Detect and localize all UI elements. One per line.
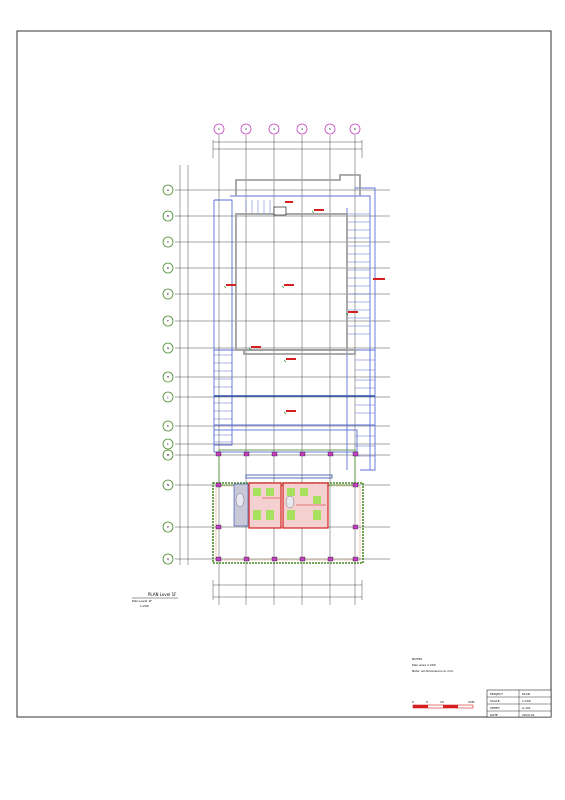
plan-subtitle: Plan Level 1F [132,599,152,603]
plan-title: PLAN Level 1F [148,592,177,597]
grid-label: 5 [329,127,331,131]
title-block-cell: PLAN [522,692,530,696]
title-block [487,690,551,717]
title-block-cell: SHEET [490,706,500,710]
svg-text:D: D [166,266,170,270]
grid-label: 4 [301,127,303,131]
svg-text:P: P [167,525,169,529]
scale-bar [412,700,475,708]
sheet-border [17,31,551,717]
svg-text:G: G [166,346,170,350]
title-block-cell: PROJECT [490,692,503,696]
title-block-cell: SCALE [490,699,500,703]
svg-text:B: B [166,214,170,218]
grid-label: 6 [354,127,356,131]
level-marker-ticks [224,211,348,414]
door-opening [274,207,286,215]
svg-text:M: M [166,453,170,457]
svg-text:K: K [167,424,169,428]
building-core [234,475,332,528]
scale-label: 5 [426,700,428,704]
svg-text:H: H [166,375,170,379]
svg-text:E: E [167,292,169,296]
notes-line-1: Plan area 1:200 [412,663,436,667]
svg-text:Q: Q [166,557,170,561]
notes-block [412,657,454,673]
notes-line-2: Note: all dimensions in mm. [412,669,455,673]
svg-text:N: N [166,483,170,487]
stair-treads-right [347,214,375,456]
grid-label: 2 [245,127,247,131]
title-block-cell: 2024.01 [522,713,535,717]
podium-outline [219,450,355,485]
plan-title-block [132,592,178,608]
notes-title: NOTES [412,657,423,661]
svg-text:F: F [167,319,169,323]
scale-label: 0 [412,700,414,704]
grid-label: 3 [273,127,275,131]
level-markers [226,201,385,412]
scale-label: 20M [468,700,475,704]
scale-label: 10 [440,700,444,704]
title-block-cell: 1:200 [522,699,531,703]
column-grid-bubbles [214,124,360,134]
gray-walls [236,175,360,354]
svg-text:L: L [167,442,169,446]
svg-text:A: A [166,188,170,192]
bottom-dimensions [213,580,362,600]
grid-label: 1 [218,127,220,131]
title-block-cell: DATE [490,713,498,717]
plan-scale: 1:200 [140,604,149,608]
svg-text:J: J [167,395,169,399]
title-block-cell: A-101 [522,706,531,710]
column-grid [219,135,355,605]
top-dimensions [213,140,362,158]
left-dimensions [180,165,188,565]
blue-outline [214,188,375,470]
svg-text:C: C [166,240,170,244]
